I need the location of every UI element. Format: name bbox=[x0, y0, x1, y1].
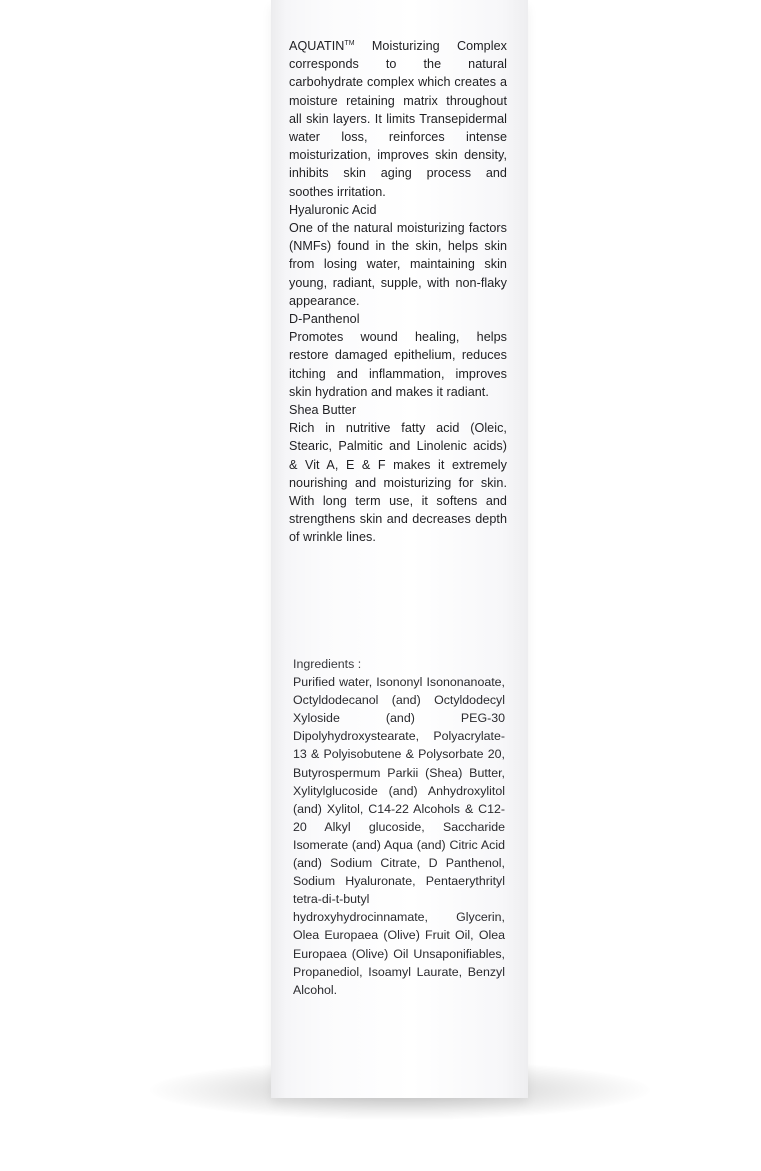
section-text-shea-butter: Rich in nutritive fatty acid (Oleic, Stearic, Palmitic and Linolenic acids) & Vit A, E & F makes it extremely nourishing and moisturizing for skin. With long term use, it softens and strengthens skin and decreases depth of wrinkle lines. bbox=[289, 421, 507, 545]
section-heading-shea-butter: Shea Butter bbox=[289, 403, 357, 418]
ingredients-block bbox=[293, 655, 505, 999]
product-box-side-panel bbox=[271, 0, 528, 1098]
ingredients-list: Purified water, Isononyl Isononanoate, Octyldodecanol (and) Octyldodecyl Xyloside (and) PEG-30 Dipolyhydroxystearate, Polyacrylate-13 & Polyisobutene & Polysorbate 20, Butyrospermum Parkii (Shea) Butter, Xylitylglucoside (and) Anhydroxylitol (and) Xylitol, C14-22 Alcohols & C12-20 Alkyl glucoside, Saccharide Isomerate (and) Aqua (and) Citric Acid (and) Sodium Citrate, D Panthenol, Sodium Hyaluronate, Pentaerythrityl tetra-di-t-butyl hydroxyhydrocinnamate, Glycerin, Olea Europaea (Olive) Fruit Oil, Olea Europaea (Olive) Oil Unsaponifiables, Propanediol, Isoamyl Laurate, Benzyl Alcohol. bbox=[293, 675, 505, 997]
aquatin-text: Moisturizing Complex corresponds to the natural carbohydrate complex which creates a moisture retaining matrix throughout all skin layers. It limits Transepidermal water loss, reinforces intense moisturization, improves skin density, inhibits skin aging process and soothes irritation. bbox=[289, 39, 507, 199]
trademark-mark: TM bbox=[344, 39, 355, 47]
benefits-copy bbox=[289, 37, 507, 547]
aquatin-brand: AQUATIN bbox=[289, 39, 345, 53]
section-heading-d-panthenol: D-Panthenol bbox=[289, 312, 360, 327]
aquatin-paragraph bbox=[289, 37, 507, 201]
section-heading-hyaluronic-acid: Hyaluronic Acid bbox=[289, 202, 377, 217]
section-text-hyaluronic-acid: One of the natural moisturizing factors (NMFs) found in the skin, helps skin from losing water, maintaining skin young, radiant, supple, with non-flaky appearance. bbox=[289, 221, 507, 308]
section-text-d-panthenol: Promotes wound healing, helps restore damaged epithelium, reduces itching and inflammation, improves skin hydration and makes it radiant. bbox=[289, 330, 507, 399]
ingredients-title: Ingredients : bbox=[293, 657, 362, 671]
